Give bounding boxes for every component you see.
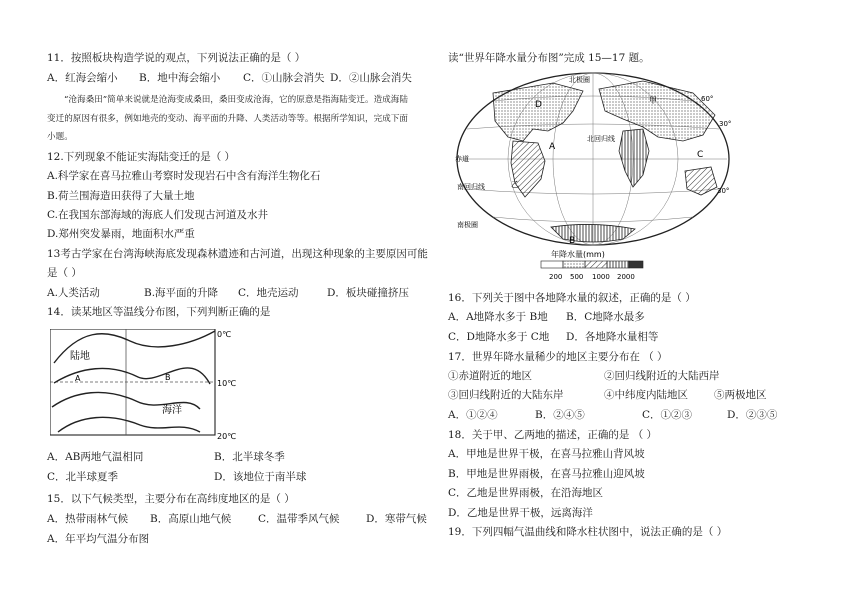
q15-extra: A．年平均气温分布图 bbox=[47, 533, 150, 545]
q18-option-c[interactable]: C．乙地是世界雨极，在沿海地区 bbox=[448, 487, 604, 499]
q11-option-d[interactable]: D．②山脉会消失 bbox=[330, 72, 412, 84]
q11-stem: 11．按照板块构造学说的观点，下列说法正确的是（ ） bbox=[47, 52, 306, 64]
q14-option-c[interactable]: C．北半球夏季 bbox=[47, 471, 119, 483]
q13-option-c[interactable]: C．地壳运动 bbox=[238, 287, 299, 299]
passage-line-2: 变迁的原因有很多，例如地壳的变动、海平面的升降、人类活动等等。根据所学知识，完成下面 bbox=[47, 114, 408, 124]
q11-option-b[interactable]: B．地中海会缩小 bbox=[139, 72, 221, 84]
q15-option-a[interactable]: A．热带雨林气候 bbox=[47, 513, 129, 525]
q15-stem: 15．以下气候类型，主要分布在高纬度地区的是（ ） bbox=[47, 493, 295, 505]
map-legend-title: 年降水量(mm) bbox=[551, 250, 605, 259]
label-point-c: C bbox=[697, 150, 704, 160]
q15-option-d[interactable]: D．寒带气候 bbox=[366, 513, 427, 525]
iso-temp-20: 20℃ bbox=[217, 432, 237, 441]
label-60n: 60° bbox=[701, 95, 714, 103]
iso-temp-10: 10℃ bbox=[217, 379, 237, 388]
precipitation-map bbox=[453, 71, 733, 286]
q17-option-c[interactable]: C．①②③ bbox=[642, 409, 693, 421]
q18-option-b[interactable]: B．甲地是世界雨极，在喜马拉雅山迎风坡 bbox=[448, 468, 645, 480]
iso-point-a: A bbox=[75, 374, 81, 383]
label-tropic-n: 北回归线 bbox=[587, 135, 615, 143]
q15-option-c[interactable]: C．温带季风气候 bbox=[258, 513, 340, 525]
legend-1000: 1000 bbox=[592, 273, 610, 281]
iso-point-b: B bbox=[165, 373, 171, 382]
label-tropic-s: 南回归线 bbox=[457, 183, 485, 191]
q17-option-b[interactable]: B．②④⑤ bbox=[535, 409, 585, 421]
q11-option-c[interactable]: C．①山脉会消失 bbox=[243, 72, 325, 84]
q13-option-d[interactable]: D．板块碰撞挤压 bbox=[327, 287, 409, 299]
q17-choice-2: ②回归线附近的大陆西岸 bbox=[604, 370, 720, 382]
q13-option-b[interactable]: B.海平面的升降 bbox=[144, 287, 219, 299]
label-jia: 甲 bbox=[649, 96, 657, 105]
isotherm-figure bbox=[50, 329, 250, 441]
q14-stem: 14．读某地区等温线分布图，下列判断正确的是 bbox=[47, 306, 271, 318]
q14-option-d[interactable]: D．该地位于南半球 bbox=[214, 471, 307, 483]
label-30n: 30° bbox=[719, 120, 732, 128]
legend-2000: 2000 bbox=[617, 273, 635, 281]
q16-option-c[interactable]: C．D地降水多于 C地 bbox=[448, 331, 550, 343]
q17-choice-4: ④中纬度内陆地区 bbox=[604, 389, 688, 401]
label-point-b: B bbox=[569, 236, 576, 246]
legend-200: 200 bbox=[549, 273, 563, 281]
q15-option-b[interactable]: B．高原山地气候 bbox=[150, 513, 232, 525]
q12-option-b[interactable]: B.荷兰围海造田获得了大量土地 bbox=[47, 190, 195, 202]
label-30s: 30° bbox=[717, 187, 730, 195]
label-point-d: D bbox=[535, 100, 542, 110]
q12-option-a[interactable]: A.科学家在喜马拉雅山考察时发现岩石中含有海洋生物化石 bbox=[47, 170, 321, 182]
q12-option-d[interactable]: D.郑州突发暴雨，地面积水严重 bbox=[47, 228, 195, 240]
q16-option-d[interactable]: D．各地降水量相等 bbox=[566, 331, 659, 343]
label-south-circle: 南极圈 bbox=[457, 221, 478, 229]
q18-option-d[interactable]: D．乙地是世界干极，远离海洋 bbox=[448, 507, 593, 519]
q14-option-b[interactable]: B．北半球冬季 bbox=[214, 451, 285, 463]
label-equator: 赤道 bbox=[455, 155, 469, 163]
q19-stem: 19．下列四幅气温曲线和降水柱状图中，说法正确的是（ ） bbox=[448, 526, 728, 538]
q16-option-b[interactable]: B．C地降水最多 bbox=[566, 311, 645, 323]
iso-land-label: 陆地 bbox=[70, 351, 90, 362]
legend-500: 500 bbox=[570, 273, 584, 281]
q17-choice-5: ⑤两极地区 bbox=[714, 389, 767, 401]
q18-option-a[interactable]: A．甲地是世界干极，在喜马拉雅山背风坡 bbox=[448, 448, 645, 460]
q17-option-d[interactable]: D．②③⑤ bbox=[727, 409, 778, 421]
iso-ocean-label: 海洋 bbox=[162, 405, 182, 416]
q17-stem: 17．世界年降水量稀少的地区主要分布在 （ ） bbox=[448, 351, 668, 363]
q13-option-a[interactable]: A.人类活动 bbox=[47, 287, 100, 299]
q12-option-c[interactable]: C.在我国东部海域的海底人们发现古河道及水井 bbox=[47, 209, 268, 221]
passage-line-1: “沧海桑田”简单来说就是沧海变成桑田，桑田变成沧海，它的原意是指海陆变迁。造成海陆 bbox=[64, 95, 408, 105]
q17-choice-1: ①赤道附近的地区 bbox=[448, 370, 532, 382]
q11-option-a[interactable]: A．红海会缩小 bbox=[47, 72, 118, 84]
passage-line-3: 小题。 bbox=[47, 132, 73, 142]
iso-temp-0: 0℃ bbox=[217, 330, 232, 339]
q16-option-a[interactable]: A．A地降水多于 B地 bbox=[448, 311, 548, 323]
q12-stem: 12.下列现象不能证实海陆变迁的是（ ） bbox=[47, 151, 236, 163]
q13-stem-2: 是（ ） bbox=[47, 267, 82, 279]
label-point-a: A bbox=[549, 142, 556, 152]
q18-stem: 18．关于甲、乙两地的描述，正确的是 （ ） bbox=[448, 429, 658, 441]
map-legend bbox=[541, 261, 643, 268]
q17-choice-3: ③回归线附近的大陆东岸 bbox=[448, 389, 564, 401]
q13-stem: 13考古学家在台湾海峡海底发现森林遗迹和古河道，出现这种现象的主要原因可能 bbox=[47, 248, 428, 260]
q17-option-a[interactable]: A．①②④ bbox=[448, 409, 498, 421]
map-intro: 读“世界年降水量分布图”完成 15—17 题。 bbox=[448, 52, 650, 64]
q16-stem: 16．下列关于图中各地降水量的叙述，正确的是（ ） bbox=[448, 292, 696, 304]
label-yi: 乙 bbox=[511, 180, 519, 189]
q14-option-a[interactable]: A．AB两地气温相同 bbox=[47, 451, 144, 463]
label-north-circle: 北极圈 bbox=[569, 76, 590, 84]
